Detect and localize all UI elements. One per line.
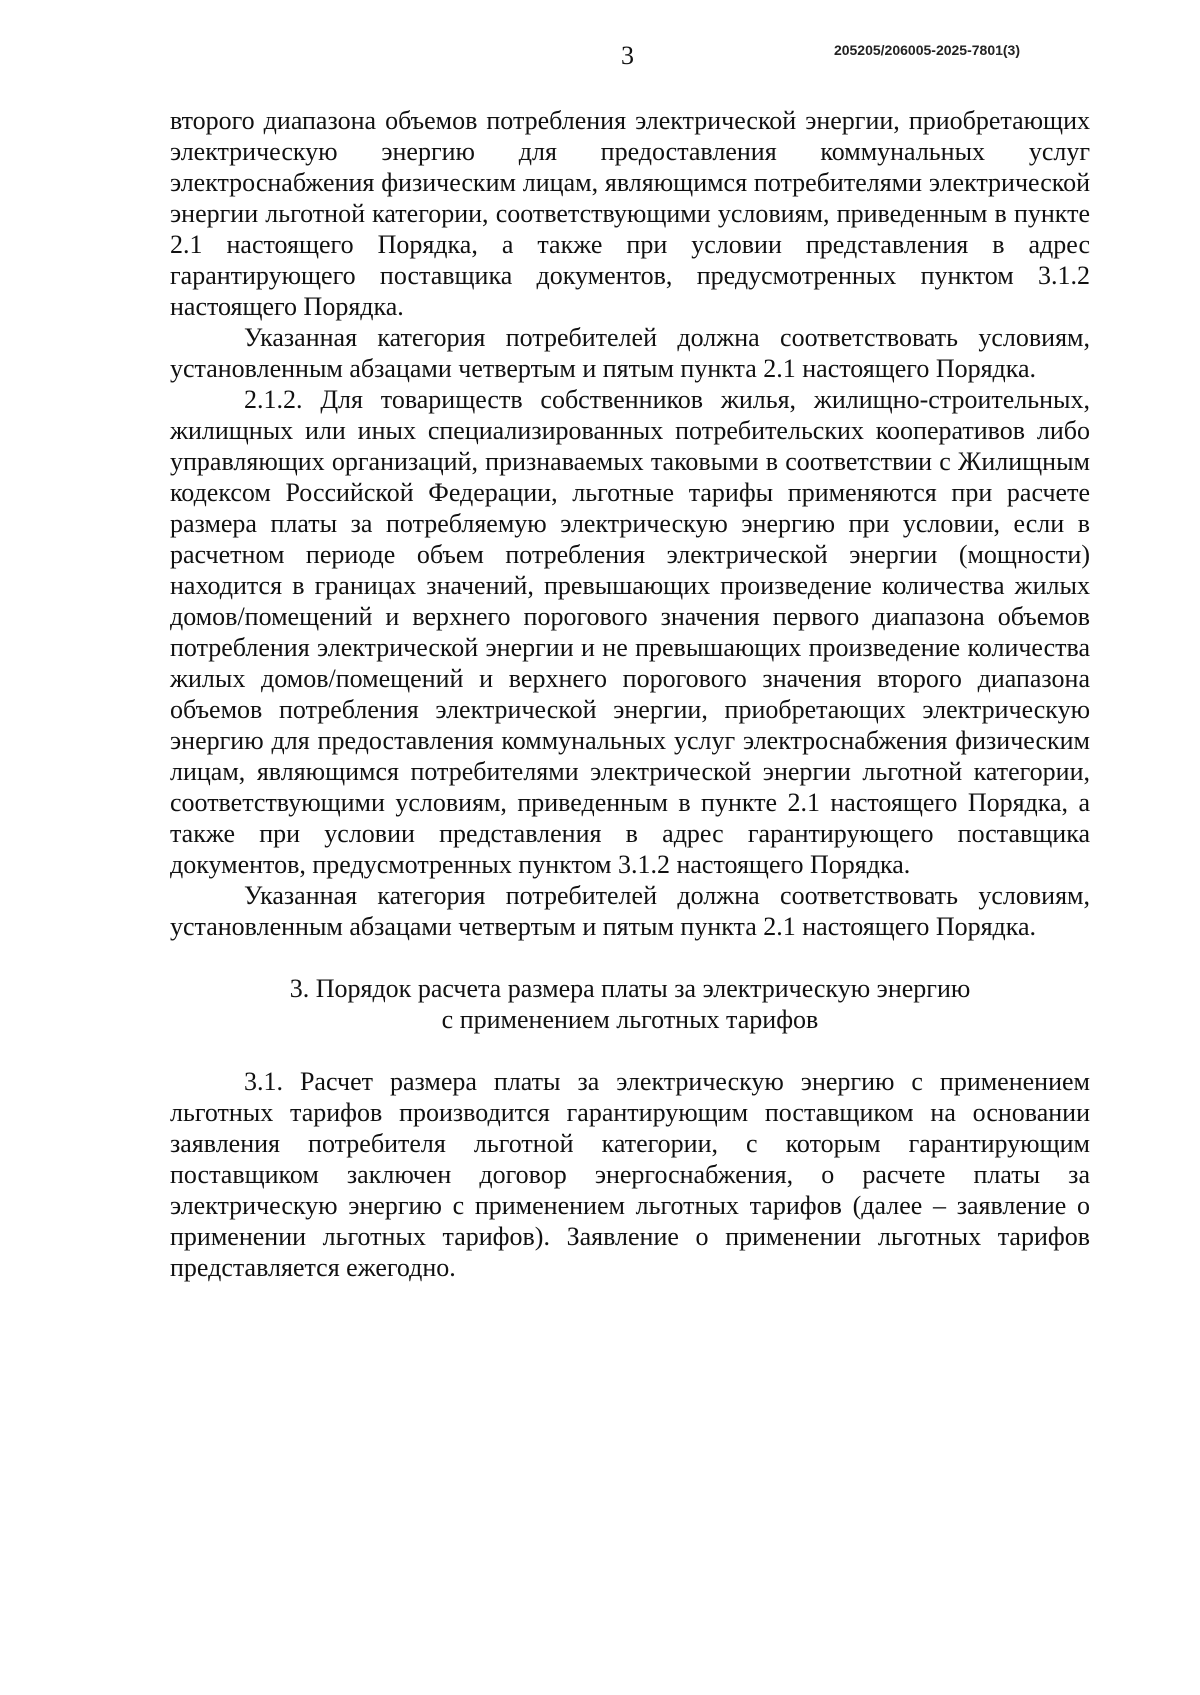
section-3-heading xyxy=(170,973,1090,1035)
paragraph-continuation: второго диапазона объемов потребления электрической энергии, приобретающих электрическую энергию для предоставления коммунальных услуг электроснабжения физическим лицам, являющимся потребителями электрической энергии льготной категории, соответствующими условиям, приведенным в пункте 2.1 настоящего Порядка, а также при условии представления в адрес гарантирующего поставщика документов, предусмотренных пунктом 3.1.2 настоящего Порядка. xyxy=(170,106,1090,321)
document-id: 205205/206005-2025-7801(3) xyxy=(833,42,1020,58)
paragraph-3-1: 3.1. Расчет размера платы за электрическую энергию с применением льготных тарифов производится гарантирующим поставщиком на основании заявления потребителя льготной категории, с которым гарантирующим поставщиком заключен договор энергоснабжения, о расчете платы за электрическую энергию с применением льготных тарифов (далее – заявление о применении льготных тарифов). Заявление о применении льготных тарифов представляется ежегодно. xyxy=(170,1067,1090,1282)
paragraph-category-note-1: Указанная категория потребителей должна соответствовать условиям, установленным абзацами четвертым и пятым пункта 2.1 настоящего Порядка. xyxy=(170,323,1090,383)
document-body xyxy=(170,105,1090,1283)
section-3-heading-line-1: 3. Порядок расчета размера платы за электрическую энергию xyxy=(289,974,971,1003)
paragraph-category-note-2: Указанная категория потребителей должна соответствовать условиям, установленным абзацами четвертым и пятым пункта 2.1 настоящего Порядка. xyxy=(170,881,1090,941)
page-number: 3 xyxy=(621,41,634,70)
section-3-heading-line-2: с применением льготных тарифов xyxy=(441,1005,819,1034)
paragraph-2-1-2: 2.1.2. Для товариществ собственников жилья, жилищно-строительных, жилищных или иных специализированных потребительских кооперативов либо управляющих организаций, признаваемых таковыми в соответствии с Жилищным кодексом Российской Федерации, льготные тарифы применяются при расчете размера платы за потребляемую электрическую энергию при условии, если в расчетном периоде объем потребления электрической энергии (мощности) находится в границах значений, превышающих произведение количества жилых домов/помещений и верхнего порогового значения первого диапазона объемов потребления электрической энергии и не превышающих произведение количества жилых домов/помещений и верхнего порогового значения второго диапазона объемов потребления электрической энергии, приобретающих электрическую энергию для предоставления коммунальных услуг электроснабжения физическим лицам, являющимся потребителями электрической энергии льготной категории, соответствующими условиям, приведенным в пункте 2.1 настоящего Порядка, а также при условии представления в адрес гарантирующего поставщика документов, предусмотренных пунктом 3.1.2 настоящего Порядка. xyxy=(170,385,1090,879)
